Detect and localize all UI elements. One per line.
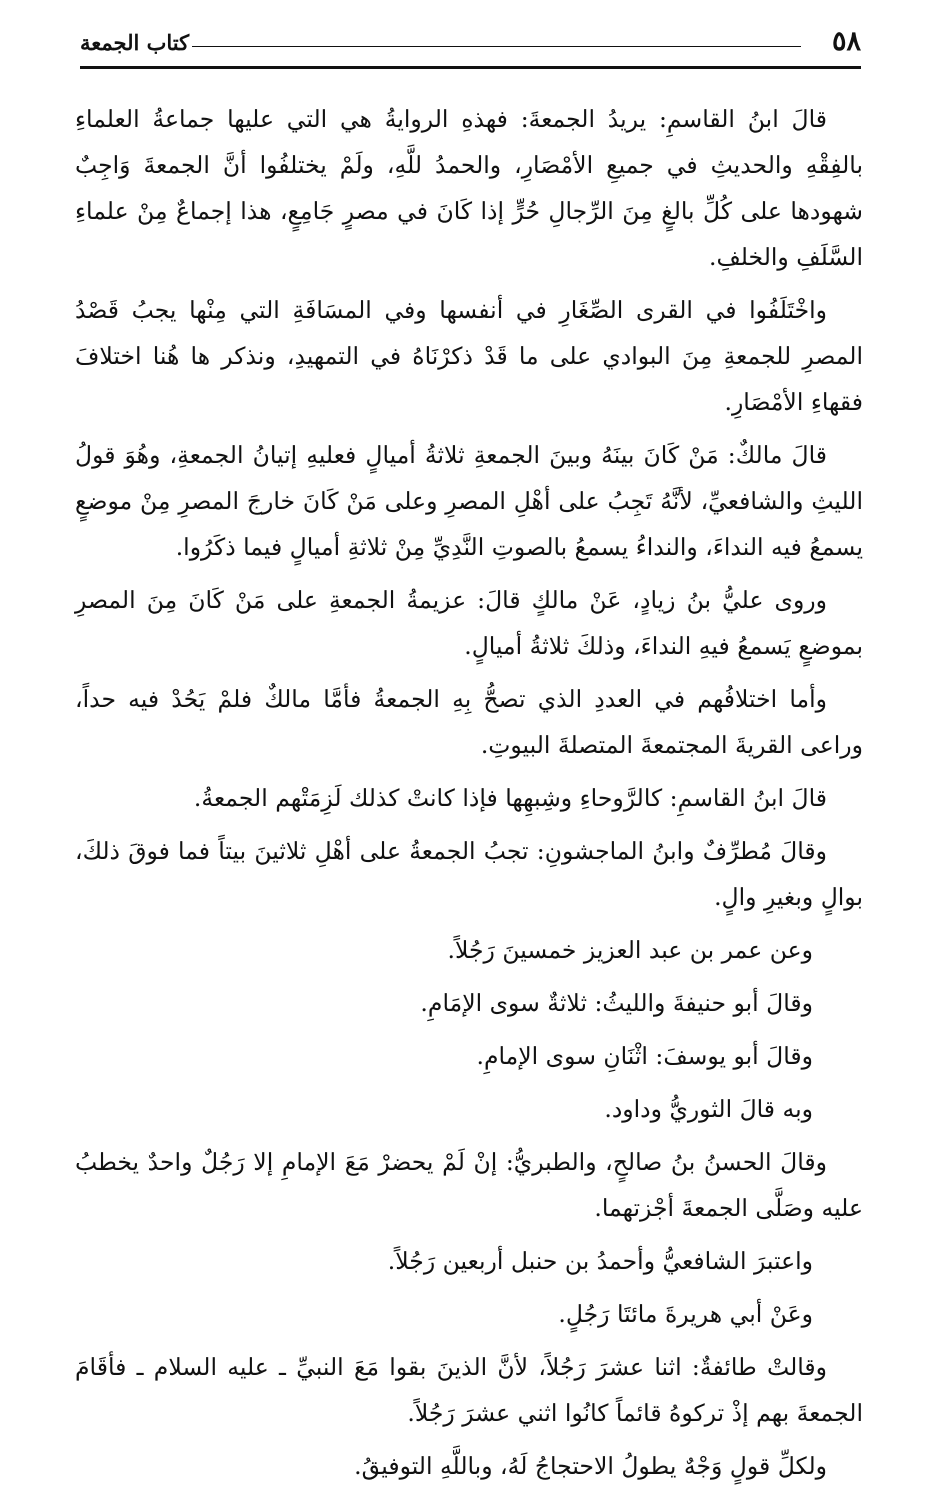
paragraph: وقالتْ طائفةٌ: اثنا عشرَ رَجُلاً، لأنَّ الذينَ بقوا مَعَ النبيِّ ـ عليه السلام ـ فأقَامَ الجمعةَ بهم إذْ تركوهُ قائماً كانُوا اثني عشرَ رَجُلاً. xyxy=(75,1353,863,1427)
paragraph: وأما اختلافُهم في العددِ الذي تصحُّ بِهِ الجمعةُ فأمَّا مالكٌ فلمْ يَحُدْ فيه حداً، وراعى القريةَ المجتمعةَ المتصلةَ البيوتِ. xyxy=(75,685,863,759)
paragraph: وعن عمر بن عبد العزيز خمسينَ رَجُلاً. xyxy=(447,936,813,964)
paragraph: وقالَ أبو حنيفةَ والليثُ: ثلاثةٌ سوى الإمَامِ. xyxy=(420,989,813,1017)
header-rule xyxy=(80,66,861,69)
chapter-title: كتاب الجمعة xyxy=(80,30,190,55)
paragraph: قالَ ابنُ القاسمِ: يريدُ الجمعةَ: فهذهِ الروايةُ هي التي عليها جماعةُ العلماءِ بالفِقْهِ والحديثِ في جميعِ الأمْصَارِ، والحمدُ للَّهِ، ولَمْ يختلفُوا أنَّ الجمعةَ وَاجِبٌ شهودها على كُلِّ بالغٍ مِنَ الرِّجالِ حُرٍّ إذا كَانَ في مصرٍ جَامِعٍ، هذا إجماعٌ مِنْ علماءِ السَّلَفِ والخلفِ. xyxy=(75,105,863,271)
paragraph: وروى عليُّ بنُ زيادٍ، عَنْ مالكٍ قالَ: عزيمةُ الجمعةِ على مَنْ كَانَ مِنَ المصرِ بموضعٍ يَسمعُ فيهِ النداءَ، وذلكَ ثلاثةُ أميالٍ. xyxy=(75,586,863,660)
paragraph: وبه قالَ الثوريُّ وداود. xyxy=(604,1095,813,1123)
paragraph: وقالَ مُطرِّفٌ وابنُ الماجشونِ: تجبُ الجمعةُ على أهْلِ ثلاثينَ بيتاً فما فوقَ ذلكَ، بوالٍ وبغيرِ والٍ. xyxy=(75,837,863,911)
paragraph: وقالَ أبو يوسفَ: اثْنَانِ سوى الإمامِ. xyxy=(476,1042,813,1070)
header-divider xyxy=(192,46,801,47)
paragraph: وقالَ الحسنُ بنُ صالحٍ، والطبريُّ: إنْ لَمْ يحضرْ مَعَ الإمامِ إلا رَجُلٌ واحدٌ يخطبُ عليه وصَلَّى الجمعةَ أجْزتهما. xyxy=(75,1148,863,1222)
paragraph: ولكلِّ قولٍ وَجْهٌ يطولُ الاحتجاجُ لَهُ، وباللَّهِ التوفيقُ. xyxy=(354,1452,827,1480)
paragraph: وعَنْ أبي هريرةَ مائتَا رَجُلٍ. xyxy=(558,1300,813,1328)
page-body xyxy=(75,96,863,1496)
page-number: ٥٨ xyxy=(831,26,861,57)
page-header xyxy=(80,26,861,66)
paragraph: قالَ ابنُ القاسمِ: كالرَّوحاءِ وشِبهِها فإذا كانتْ كذلك لَزِمَتْهم الجمعةُ. xyxy=(193,784,827,812)
paragraph: قالَ مالكٌ: مَنْ كَانَ بينَهُ وبينَ الجمعةِ ثلاثةُ أميالٍ فعليهِ إتيانُ الجمعةِ، وهُوَ قولُ الليثِ والشافعيِّ، لأنَّهُ تَجِبُ على أهْلِ المصرِ وعلى مَنْ كَانَ خارجَ المصرِ مِنْ موضعٍ يسمعُ فيه النداءَ، والنداءُ يسمعُ بالصوتِ النَّدِيِّ مِنْ ثلاثةِ أميالٍ فيما ذكَرُوا. xyxy=(75,441,863,561)
paragraph: واخْتَلَفُوا في القرى الصِّغَارِ في أنفسها وفي المسَافَةِ التي مِنْها يجبُ قَصْدُ المصرِ للجمعةِ مِنَ البوادي على ما قَدْ ذكرْنَاهُ في التمهيدِ، ونذكر ها هُنا اختلافَ فقهاءِ الأمْصَارِ. xyxy=(75,296,863,416)
paragraph: واعتبرَ الشافعيُّ وأحمدُ بن حنبل أربعين رَجُلاً. xyxy=(387,1247,813,1275)
